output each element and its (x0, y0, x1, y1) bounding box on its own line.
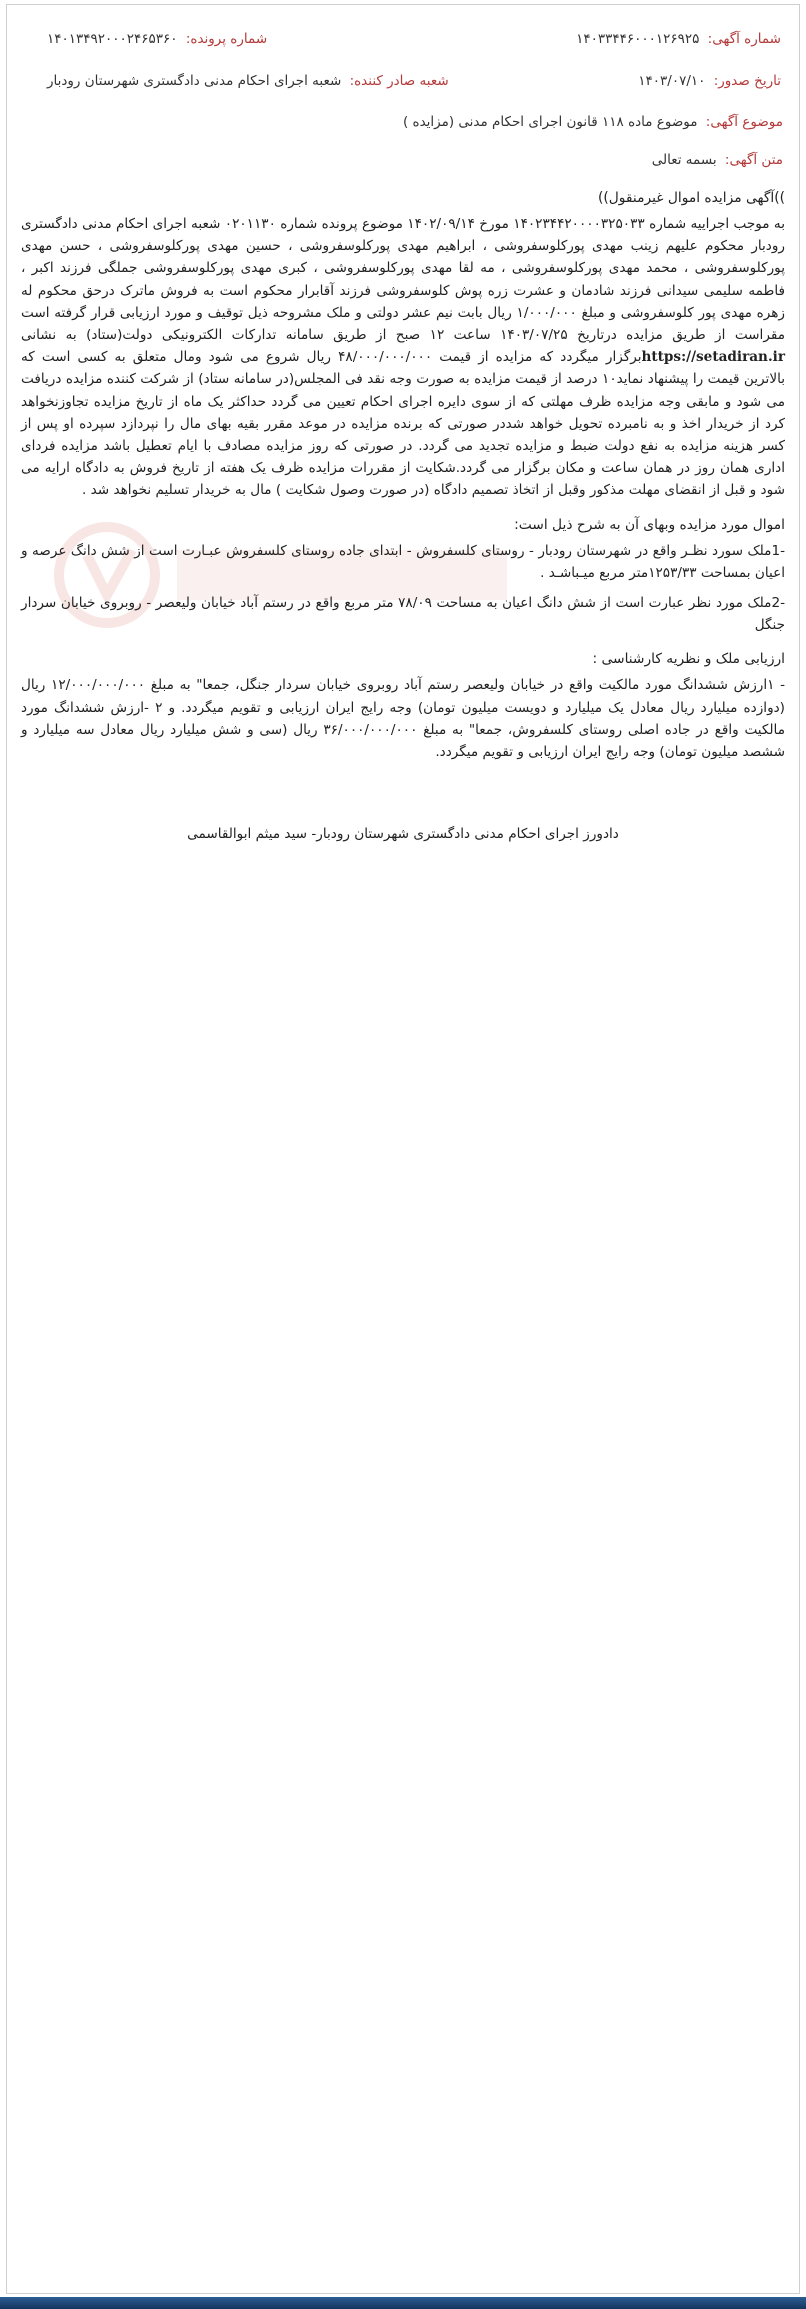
meta-row-second (17, 71, 789, 91)
case-number-label: شماره پرونده: (185, 31, 268, 47)
issuer-label: شعبه صادر کننده: (349, 73, 449, 89)
issue-date-label: تاریخ صدور: (713, 73, 781, 89)
body-opening: بسمه تعالی (651, 152, 717, 168)
case-number-value: ۱۴۰۱۳۴۹۲۰۰۰۲۴۶۵۳۶۰ (47, 31, 178, 47)
issue-date (449, 71, 781, 91)
document-frame (6, 4, 800, 2294)
case-number (47, 29, 267, 49)
notice-paragraph-part1: به موجب اجراییه شماره ۱۴۰۲۳۴۴۲۰۰۰۰۳۲۵۰۳۳ مورخ ۱۴۰۲/۰۹/۱۴ موضوع پرونده شماره ۰۲۰۱۱۳۰ شعبه اجرای احکام مدنی دادگستری رودبار محکوم علیهم زینب مهدی پورکلوسفروشی ، ابراهیم مهدی پورکلوسفروشی ، حسین مهدی پورکلوسفروشی ، حسن مهدی پورکلوسفروشی ، محمد مهدی پورکلوسفروشی ، مه لقا مهدی پورکلوسفروشی ، کبری مهدی پورکلوسفروشی جملگی فرزند اکبر ، فاطمه سلیمی سیدانی فرزند شادمان و عشرت زره پوش کلوسفروشی فرزند آقابرار محکوم است به فروش ماترک درحق محکوم له زهره مهدی پور کلوسفروشی و مبلغ ۱/۰۰۰/۰۰۰ ریال بابت نیم عشر دولتی و ملک مشروحه ذیل توقیف و مورد ارزیابی قرار گرفته است مقراست از طریق مزایده درتاریخ ۱۴۰۳/۰۷/۲۵ ساعت ۱۲ صبح از طریق سامانه تدارکات الکترونیکی دولت(ستاد) به نشانی (21, 216, 786, 344)
items-heading: اموال مورد مزایده وبهای آن به شرح ذیل است: (514, 516, 785, 533)
subject-label: موضوع آگهی: (705, 114, 783, 130)
issuer (47, 71, 449, 91)
subject-row (17, 111, 789, 133)
bottom-bar (0, 2297, 806, 2309)
subject-value: موضوع ماده ۱۱۸ قانون اجرای احکام مدنی (مزایده ) (402, 114, 698, 130)
meta-row-top (17, 29, 789, 49)
signature-line: دادورز اجرای احکام مدنی دادگستری شهرستان رودبار- سید میثم ابوالقاسمی (187, 826, 619, 843)
notice-paragraph-part2: برگزار میگردد که مزایده از قیمت ۴۸/۰۰۰/۰۰۰/۰۰۰ ریال شروع می شود ومال متعلق به کسی است که بالاترین قیمت را پیشنهاد نماید۱۰ درصد از قیمت مزایده به صورت وجه نقد فی المجلس(در سامانه ستاد) از شرکت کننده مزایده دریافت می شود و مابقی وجه مزایده ظرف مهلتی که از سوی دایره اجرای احکام تعیین می گردد حداکثر یک ماه از تاریخ مزایده تجاوزنخواهد کرد از خریدار اخذ و به نامبرده تحویل خواهد شددر صورتی که برنده مزایده در موعد مقرر بقیه بهای مال را نپردازد سپرده او پس از کسر هزینه مزایده به نفع دولت ضبط و مزایده تجدید می گردد. در صورتی که روز مزایده مصادف با ایام تعطیل باشد مزایده فردای اداری همان روز در همان ساعت و مکان برگزار می گردد.شکایت از مقررات مزایده ظرف یک هفته از تاریخ فروش به دادگاه ارایه می شود و قبل از انقضای مهلت مذکور وقبل از اتخاذ تصمیم دادگاه (در صورت وصول شکایت ) مال به خریدار تسلیم نخواهد شد . (21, 349, 785, 499)
issuer-value: شعبه اجرای احکام مدنی دادگستری شهرستان رودبار (47, 73, 342, 89)
body-label: متن آگهی: (724, 152, 783, 168)
issue-date-value: ۱۴۰۳/۰۷/۱۰ (638, 73, 706, 89)
setad-url-link[interactable]: https://setadiran.ir (641, 349, 786, 366)
body-label-row (17, 149, 789, 171)
ad-number-label: شماره آگهی: (707, 31, 781, 47)
notice-title: ))آگهی مزایده اموال غیرمنقول)) (598, 190, 785, 206)
ad-number-value: ۱۴۰۳۳۴۴۶۰۰۰۱۲۶۹۲۵ (576, 31, 700, 47)
document-content (17, 29, 789, 859)
valuation-text: - ۱ارزش ششدانگ مورد مالکیت واقع در خیابان ولیعصر رستم آباد روبروی خیابان سردار جنگل، جمعا" به مبلغ ۱۲/۰۰۰/۰۰۰/۰۰۰ ریال (دوازده میلیارد ریال معادل یک میلیارد و دویست میلیون تومان) وجه رایج ایران ارزیابی و تقویم میگردد. و ۲ -ارزش ششدانگ مورد مالکیت واقع در جاده اصلی روستای کلسفروش، جمعا" به مبلغ ۳۶/۰۰۰/۰۰۰/۰۰۰ ریال (سی و شش میلیارد ریال معادل سه میلیارد و ششصد میلیون تومان) وجه رایج ایران ارزیابی و تقویم میگردد. (21, 677, 785, 761)
notice-paragraph-main (17, 213, 789, 502)
ad-number (361, 29, 781, 49)
valuation-heading: ارزیابی ملک و نظریه کارشناسی : (592, 651, 785, 668)
item-1: -1ملک سورد نظـر واقع در شهرستان رودبار - روستای کلسفروش - ابتدای جاده روستای کلسفروش عبـارت است از شش دانگ عرصه و اعیان بمساحت ۱۲۵۳/۳۳متر مربع میـباشـد . (21, 542, 785, 581)
item-2: -2ملک مورد نظر عبارت است از شش دانگ اعیان به مساحت ۷۸/۰۹ متر مربع واقع در رستم آباد خیابان ولیعصر - روبروی خیابان سردار جنگل (21, 595, 785, 634)
